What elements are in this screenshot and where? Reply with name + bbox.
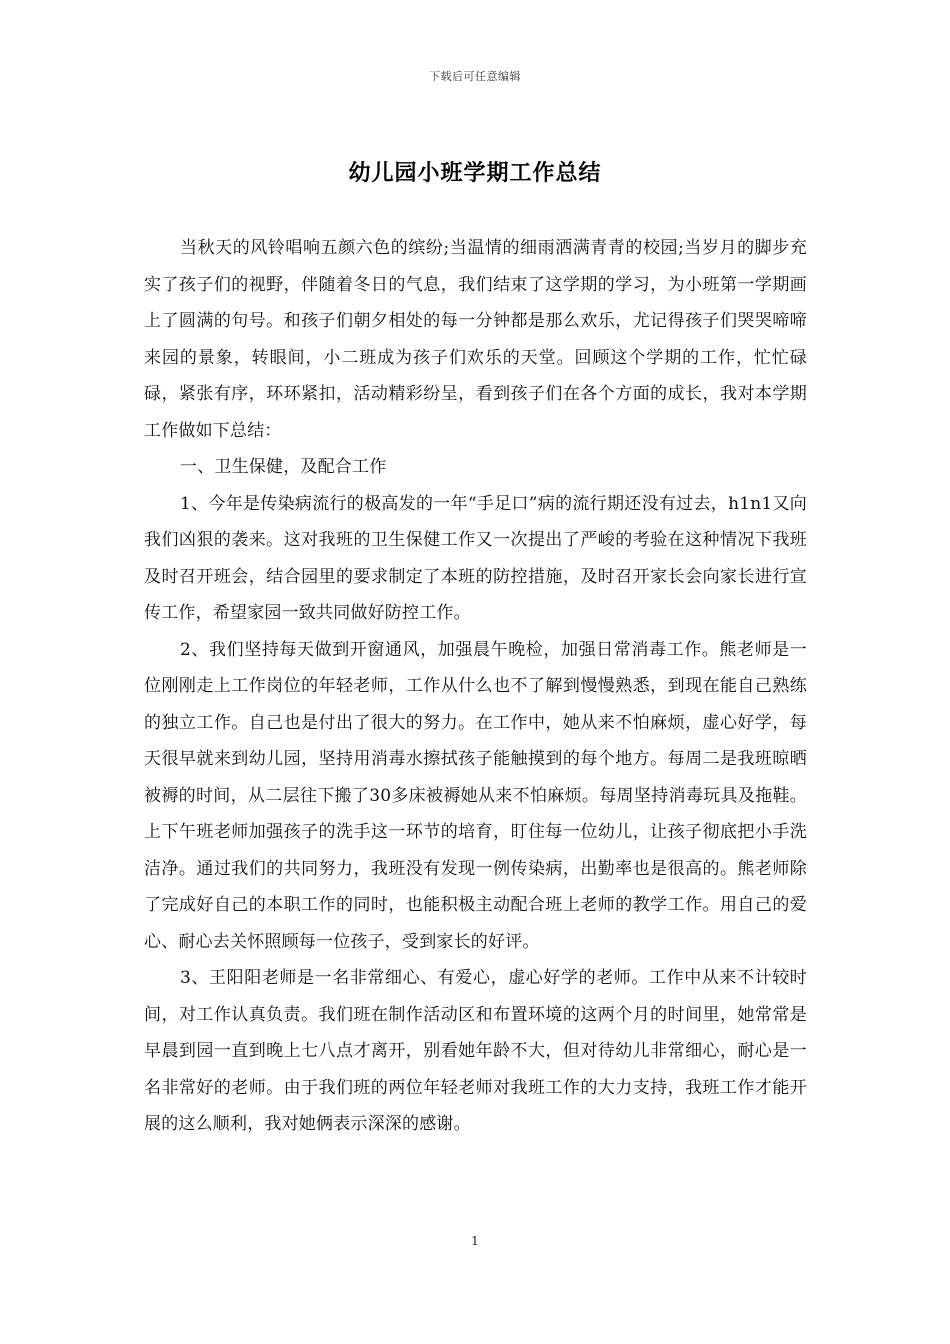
header-note: 下载后可任意编辑 — [429, 70, 521, 83]
document-title: 幼儿园小班学期工作总结 — [348, 160, 602, 186]
paragraph-item-2: 2、我们坚持每天做到开窗通风，加强晨午晚检，加强日常消毒工作。熊老师是一位刚刚走上工作岗位的年轻老师，工作从什么也不了解到慢慢熟悉，到现在能自己熟练的独立工作。自己也是付出了很大的努力。在工作中，她从来不怕麻烦，虚心好学，每天很早就来到幼儿园，坚持用消毒水擦拭孩子能触摸到的每个地方。每周二是我班晾晒被褥的时间，从二层往下搬了30多床被褥她从来不怕麻烦。每周坚持消毒玩具及拖鞋。上下午班老师加强孩子的洗手这一环节的培育，盯住每一位幼儿，让孩子彻底把小手洗洁净。通过我们的共同努力，我班没有发现一例传染病，出勤率也是很高的。熊老师除了完成好自己的本职工作的同时，也能积极主动配合班上老师的教学工作。用自己的爱心、耐心去关怀照顾每一位孩子，受到家长的好评。 — [144, 639, 807, 952]
paragraph-intro: 当秋天的风铃唱响五颜六色的缤纷;当温情的细雨洒满青青的校园;当岁月的脚步充实了孩子们的视野，伴随着冬日的气息，我们结束了这学期的学习，为小班第一学期画上了圆满的句号。和孩子们朝夕相处的每一分钟都是那么欢乐，尤记得孩子们哭哭啼啼来园的景象，转眼间，小二班成为孩子们欢乐的天堂。回顾这个学期的工作，忙忙碌碌，紧张有序，环环紧扣，活动精彩纷呈，看到孩子们在各个方面的成长，我对本学期工作做如下总结： — [144, 238, 807, 441]
page-number: 1 — [471, 1234, 479, 1248]
document-body — [144, 230, 807, 1143]
paragraph-item-3: 3、王阳阳老师是一名非常细心、有爱心，虚心好学的老师。工作中从来不计较时间，对工作认真负责。我们班在制作活动区和布置环境的这两个月的时间里，她常常是早晨到园一直到晚上七八点才离开，别看她年龄不大，但对待幼儿非常细心，耐心是一名非常好的老师。由于我们班的两位年轻老师对我班工作的大力支持，我班工作才能开展的这么顺利，我对她俩表示深深的感谢。 — [144, 968, 807, 1134]
section-heading-hygiene: 一、卫生保健，及配合工作 — [180, 457, 387, 477]
paragraph-item-1: 1、今年是传染病流行的极高发的一年“手足口”病的流行期还没有过去，h1n1又向我们凶狠的袭来。这对我班的卫生保健工作又一次提出了严峻的考验在这种情况下我班及时召开班会，结合园里的要求制定了本班的防控措施，及时召开家长会向家长进行宣传工作，希望家园一致共同做好防控工作。 — [144, 493, 807, 623]
